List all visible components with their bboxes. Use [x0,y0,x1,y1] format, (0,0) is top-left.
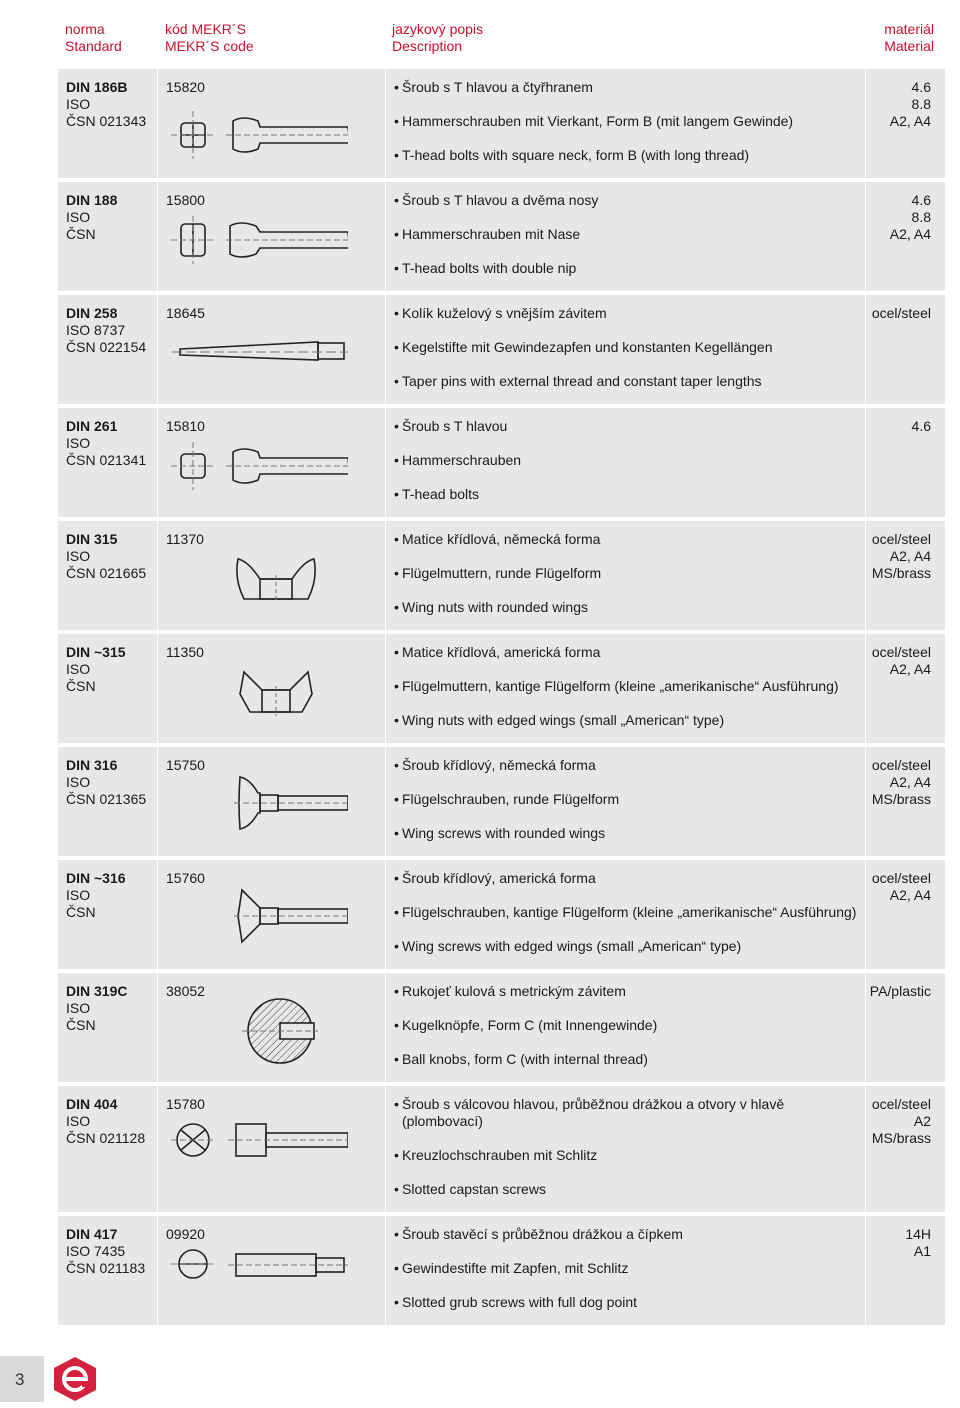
description-line: • Kegelstifte mit Gewindezapfen und konstanten Kegellängen [394,339,859,356]
material-value: ocel/steel [871,1096,931,1112]
description-line: • Matice křídlová, německá forma [394,531,859,548]
iso-number: ISO [66,887,91,903]
mekrs-code: 11370 [166,531,204,547]
csn-number: ČSN [66,226,96,242]
din-number: DIN 319C [66,983,128,999]
code-cell [158,69,386,181]
norm-cell [58,519,158,632]
table-row [58,858,946,971]
mekrs-code: 15780 [166,1096,205,1112]
iso-number: ISO [66,435,91,451]
description-line: • Šroub s T hlavou a dvěma nosy [394,192,859,209]
description-line: • Flügelschrauben, kantige Flügelform (kleine „amerikanische“ Ausführung) [394,904,859,921]
material-value: A2, A4 [889,226,931,242]
description-cell [386,519,866,632]
material-cell [866,1214,946,1327]
header-code: kód MEKR´S MEKR´S code [165,21,254,54]
table-row [58,971,946,1084]
iso-number: ISO [66,96,91,112]
header-material: materiál Material [884,21,934,54]
description-cell [386,180,866,293]
material-value: A2, A4 [889,887,931,903]
mekrs-code: 15800 [166,192,205,208]
csn-number: ČSN [66,678,96,694]
din-number: DIN 315 [66,531,118,547]
iso-number: ISO [66,1000,91,1016]
csn-number: ČSN 021128 [66,1130,146,1146]
material-cell [866,745,946,858]
iso-number: ISO 7435 [66,1243,126,1259]
iso-number: ISO [66,1113,91,1129]
table-row [58,519,946,632]
material-cell [866,293,946,406]
description-line: • Šroub křídlový, americká forma [394,870,859,887]
description-line: • Šroub křídlový, německá forma [394,757,859,774]
mekrs-code: 38052 [166,983,205,999]
din-number: DIN 417 [66,1226,118,1242]
description-line: • T-head bolts with square neck, form B (with long thread) [394,147,859,164]
description-line: • Šroub stavěcí s průběžnou drážkou a čípkem [394,1226,859,1243]
material-cell [866,632,946,745]
material-value: 4.6 [911,418,931,434]
description-line: • Hammerschrauben mit Vierkant, Form B (mit langem Gewinde) [394,113,859,130]
material-value: MS/brass [871,1130,931,1146]
material-cell [866,406,946,519]
iso-number: ISO 8737 [66,322,126,338]
material-value: A2, A4 [889,661,931,677]
description-line: • Flügelschrauben, runde Flügelform [394,791,859,808]
mekrs-code: 15810 [166,418,205,434]
description-cell [386,406,866,519]
description-line: • Gewindestifte mit Zapfen, mit Schlitz [394,1260,859,1277]
mekrs-code: 09920 [166,1226,205,1242]
code-cell [158,519,386,632]
iso-number: ISO [66,209,91,225]
material-cell [866,519,946,632]
description-line: • Flügelmuttern, runde Flügelform [394,565,859,582]
material-cell [866,1084,946,1214]
description-line: • Hammerschrauben [394,452,859,469]
table-row [58,293,946,406]
material-value: A2, A4 [889,113,931,129]
description-cell [386,971,866,1084]
csn-number: ČSN 022154 [66,339,147,355]
din-number: DIN 316 [66,757,118,773]
din-number: DIN 186B [66,79,128,95]
description-line: • Matice křídlová, americká forma [394,644,859,661]
material-value: A2, A4 [889,774,931,790]
description-line: • Wing screws with edged wings (small „American“ type) [394,938,859,955]
code-cell [158,971,386,1084]
description-line: • T-head bolts [394,486,859,503]
material-value: MS/brass [871,565,931,581]
material-value: 8.8 [911,96,931,112]
csn-number: ČSN 021365 [66,791,147,807]
norm-cell [58,632,158,745]
material-value: ocel/steel [871,870,931,886]
csn-number: ČSN 021665 [66,565,147,581]
mekrs-code: 15760 [166,870,205,886]
material-value: 14H [905,1226,931,1242]
material-value: ocel/steel [871,305,931,321]
page-number: 3 [15,1370,25,1389]
description-line: • Šroub s T hlavou [394,418,859,435]
material-cell [866,69,946,181]
header-description: jazykový popis Description [392,21,484,54]
material-value: 4.6 [911,79,931,95]
code-cell [158,406,386,519]
csn-number: ČSN 021183 [66,1260,146,1276]
material-value: A1 [913,1243,931,1259]
table-header [57,10,945,68]
description-cell [386,745,866,858]
code-cell [158,1214,386,1327]
din-number: DIN 188 [66,192,118,208]
description-line: • Kugelknöpfe, Form C (mit Innengewinde) [394,1017,859,1034]
material-value: ocel/steel [871,757,931,773]
csn-number: ČSN [66,1017,96,1033]
mekrs-code: 15820 [166,79,205,95]
description-line: • Rukojeť kulová s metrickým závitem [394,983,859,1000]
material-value: A2 [913,1113,931,1129]
mekrs-code: 11350 [166,644,204,660]
description-line: • Kreuzlochschrauben mit Schlitz [394,1147,859,1164]
description-line: • Kolík kuželový s vnějším závitem [394,305,859,322]
table-row [58,1084,946,1214]
iso-number: ISO [66,661,91,677]
code-cell [158,632,386,745]
material-cell [866,858,946,971]
norm-cell [58,69,158,181]
description-line: • Wing screws with rounded wings [394,825,859,842]
din-number: DIN 258 [66,305,118,321]
code-cell [158,858,386,971]
csn-number: ČSN [66,904,96,920]
table-row [58,406,946,519]
code-cell [158,745,386,858]
din-number: DIN 404 [66,1096,118,1112]
description-line: • Flügelmuttern, kantige Flügelform (kleine „amerikanische“ Ausführung) [394,678,859,695]
material-value: A2, A4 [889,548,931,564]
norm-cell [58,745,158,858]
material-cell [866,971,946,1084]
iso-number: ISO [66,548,91,564]
mekrs-code: 18645 [166,305,205,321]
norm-cell [58,1214,158,1327]
header-norma: norma Standard [65,21,122,54]
din-number: DIN ~316 [66,870,126,886]
description-line: • Slotted grub screws with full dog point [394,1294,859,1311]
description-line: • T-head bolts with double nip [394,260,859,277]
description-line: • Hammerschrauben mit Nase [394,226,859,243]
mekrs-code: 15750 [166,757,205,773]
norm-cell [58,1084,158,1214]
description-cell [386,69,866,181]
description-cell [386,858,866,971]
norm-cell [58,406,158,519]
description-line: • Wing nuts with rounded wings [394,599,859,616]
din-number: DIN ~315 [66,644,126,660]
table-row [58,632,946,745]
material-value: 4.6 [911,192,931,208]
description-line: • Šroub s T hlavou a čtyřhranem [394,79,859,96]
fastener-table [57,68,946,1329]
code-cell [158,1084,386,1214]
material-cell [866,180,946,293]
material-value: MS/brass [871,791,931,807]
csn-number: ČSN 021343 [66,113,147,129]
description-cell [386,632,866,745]
code-cell [158,180,386,293]
table-row [58,745,946,858]
norm-cell [58,293,158,406]
description-line: • Slotted capstan screws [394,1181,859,1198]
description-cell [386,293,866,406]
page-number-badge [0,1356,44,1402]
csn-number: ČSN 021341 [66,452,147,468]
description-line: • Ball knobs, form C (with internal thread) [394,1051,859,1068]
norm-cell [58,971,158,1084]
description-cell [386,1214,866,1327]
code-cell [158,293,386,406]
mekrs-logo [52,1356,98,1402]
table-row [58,1214,946,1327]
table-row [58,69,946,181]
description-line: • Wing nuts with edged wings (small „American“ type) [394,712,859,729]
din-number: DIN 261 [66,418,118,434]
norm-cell [58,180,158,293]
material-value: 8.8 [911,209,931,225]
norm-cell [58,858,158,971]
description-line: • Taper pins with external thread and constant taper lengths [394,373,859,390]
material-value: PA/plastic [869,983,931,999]
iso-number: ISO [66,774,91,790]
description-cell [386,1084,866,1214]
material-value: ocel/steel [871,531,931,547]
description-line: • Šroub s válcovou hlavou, průběžnou drážkou a otvory v hlavě (plombovací) [394,1096,859,1130]
material-value: ocel/steel [871,644,931,660]
table-row [58,180,946,293]
